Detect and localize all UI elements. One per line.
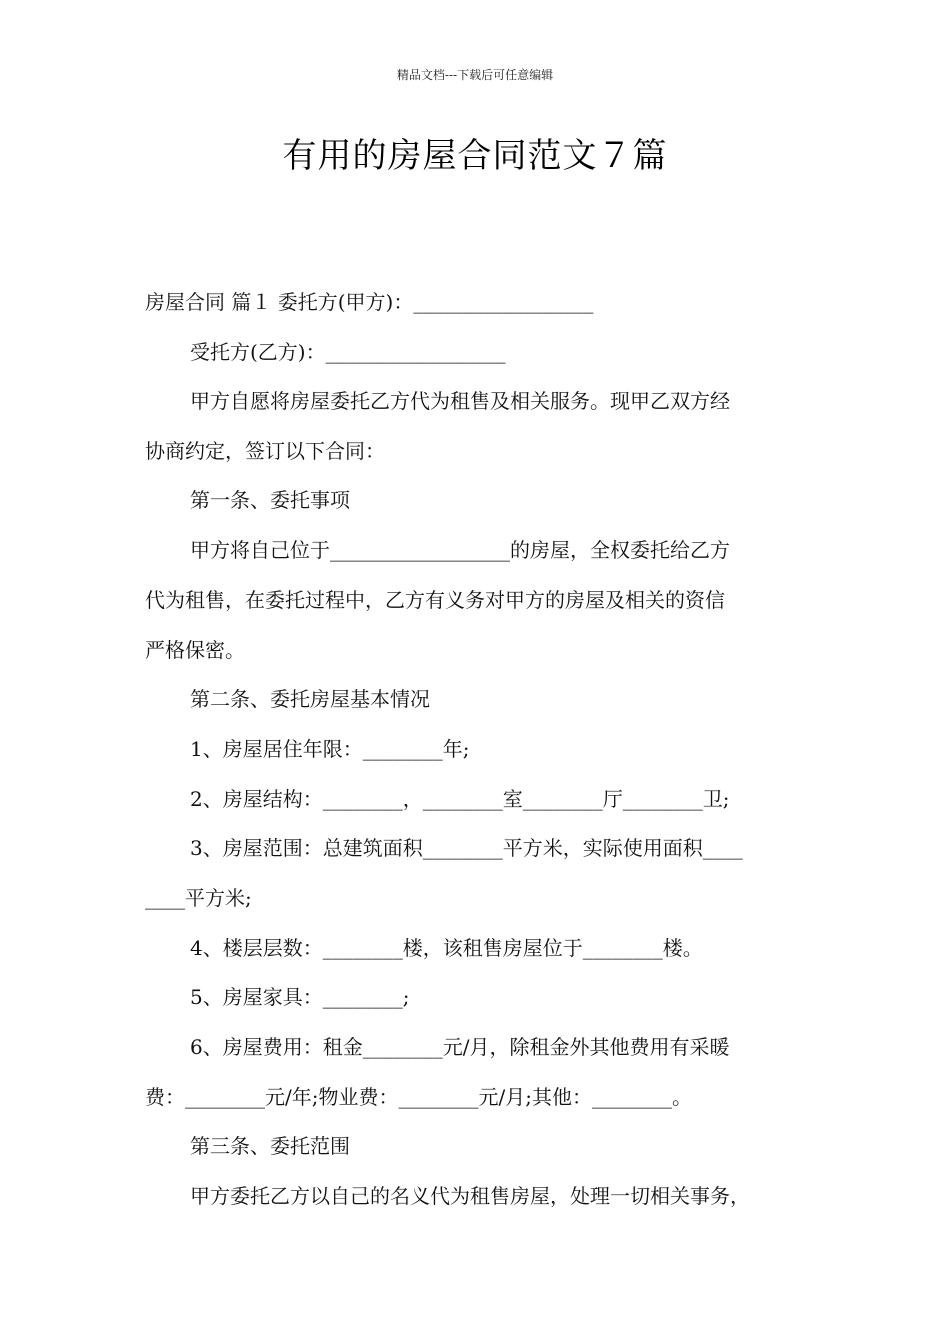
contract-line: 2、房屋结构：________，________室________厅________卫; [190,787,730,811]
contract-line: 5、房屋家具：________; [190,985,410,1009]
section-heading: 第三条、委托范围 [190,1134,350,1158]
contract-line: 受托方(乙方)：__________________ [190,340,506,364]
contract-line: 4、楼层层数：________楼，该租售房屋位于________楼。 [190,936,703,960]
contract-line: 严格保密。 [145,638,245,662]
contract-line: 甲方将自己位于__________________的房屋，全权委托给乙方 [190,538,730,562]
contract-line: 3、房屋范围：总建筑面积________平方米，实际使用面积____ [190,836,743,860]
contract-line: 6、房屋费用：租金________元/月，除租金外其他费用有采暖 [190,1035,730,1059]
contract-line: 1、房屋居住年限：________年; [190,737,470,761]
contract-line: 代为租售，在委托过程中，乙方有义务对甲方的房屋及相关的资信 [145,588,725,612]
contract-line: ____平方米; [145,886,252,910]
contract-line: 房屋合同 篇１ 委托方(甲方)：__________________ [145,290,594,314]
contract-line: 协商约定，签订以下合同： [145,439,385,463]
header-note: 精品文档---下载后可任意编辑 [396,68,554,82]
section-heading: 第一条、委托事项 [190,488,350,512]
contract-line: 甲方委托乙方以自己的名义代为租售房屋，处理一切相关事务， [190,1184,750,1208]
section-heading: 第二条、委托房屋基本情况 [190,687,430,711]
document-title: 有用的房屋合同范文７篇 [282,136,668,176]
contract-line: 费：________元/年;物业费：________元/月;其他：________。 [145,1085,692,1109]
contract-line: 甲方自愿将房屋委托乙方代为租售及相关服务。现甲乙双方经 [190,389,730,413]
